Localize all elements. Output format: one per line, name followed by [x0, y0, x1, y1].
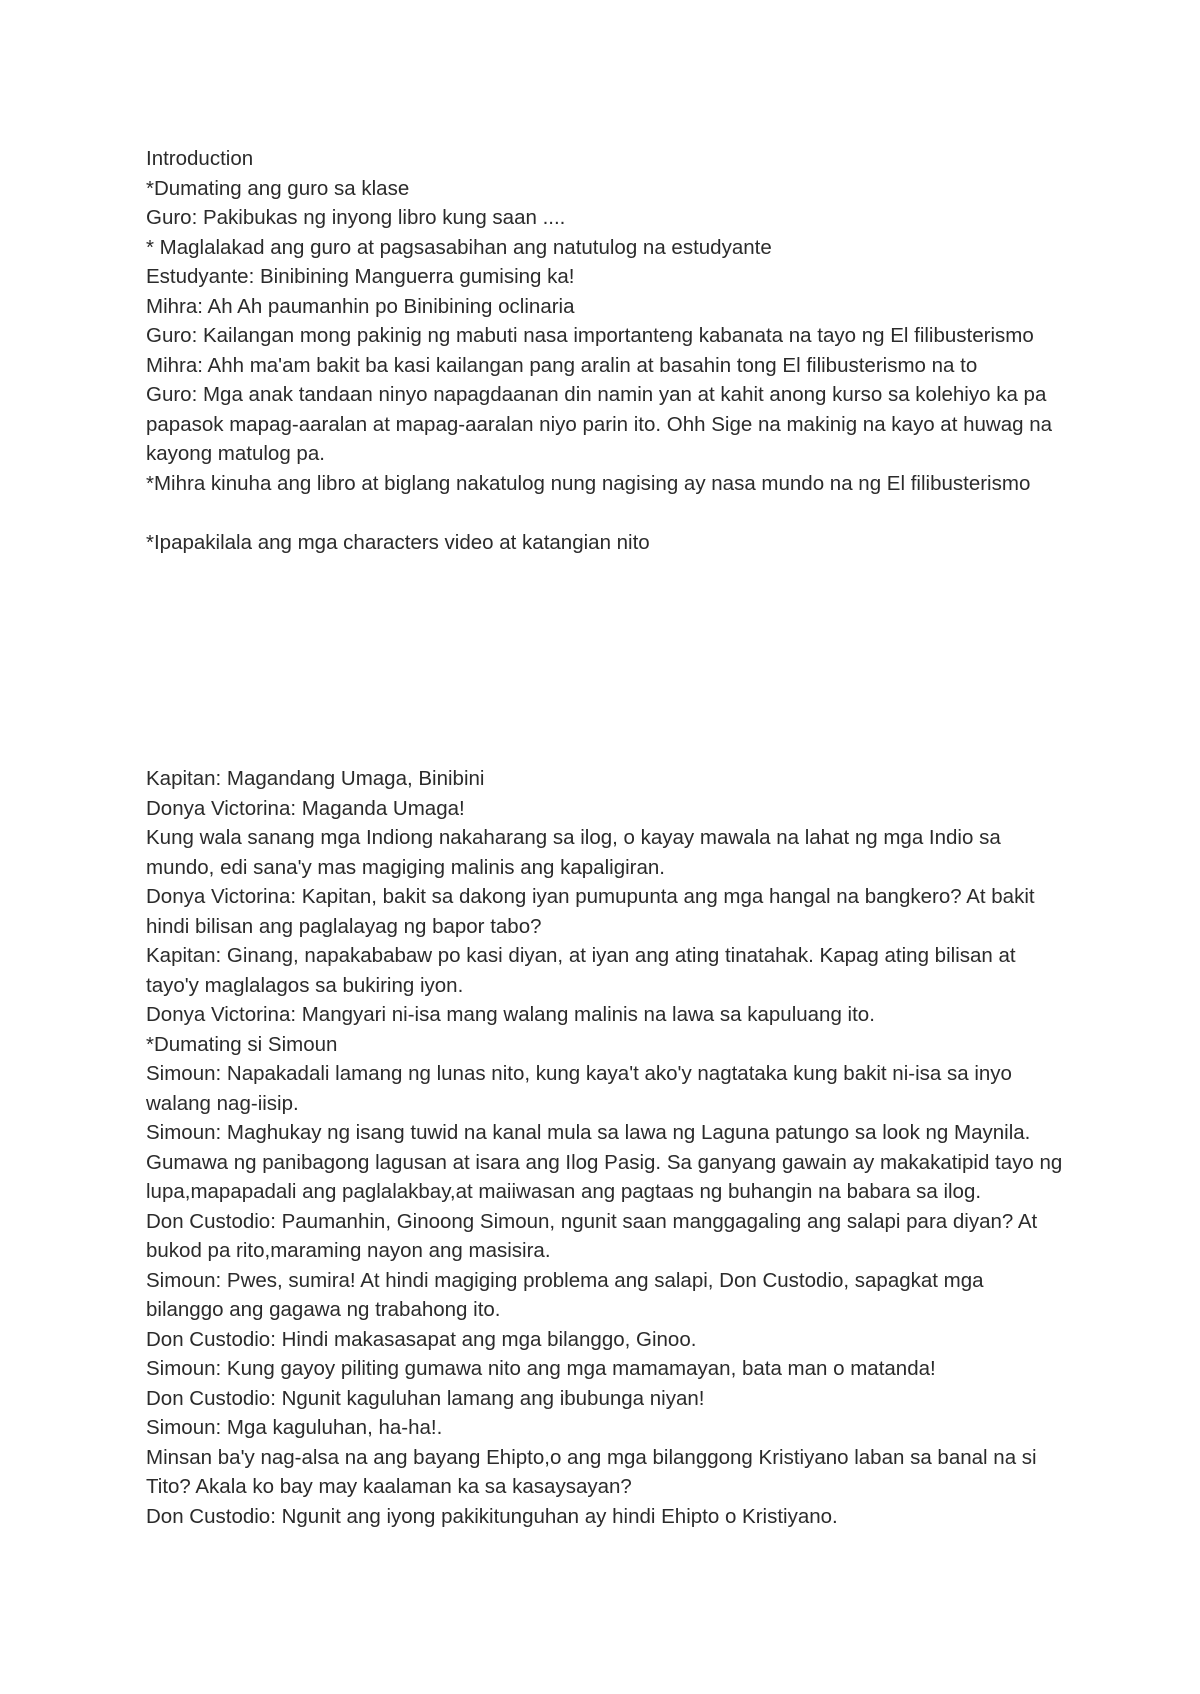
script-section-introduction: [146, 144, 1066, 557]
text-line: Don Custodio: Paumanhin, Ginoong Simoun, ngunit saan manggagaling ang salapi para diyan? At bukod pa rito,maraming nayon ang masisira.: [146, 1209, 1038, 1262]
text-line: Simoun: Kung gayoy piliting gumawa nito ang mga mamamayan, bata man o matanda!: [146, 1357, 936, 1380]
text-line: Donya Victorina: Maganda Umaga!: [146, 796, 465, 820]
text-line: Don Custodio: Ngunit ang iyong pakikitunguhan ay hindi Ehipto o Kristiyano.: [146, 1504, 838, 1528]
text-line: Estudyante: Binibining Manguerra gumising ka!: [146, 265, 575, 288]
text-line: Kapitan: Ginang, napakababaw po kasi diyan, at iyan ang ating tinatahak. Kapag ating bilisan at tayo'y maglalagos sa bukiring iyon.: [146, 944, 1016, 997]
text-line: Simoun: Pwes, sumira! At hindi magiging problema ang salapi, Don Custodio, sapagkat mga bilanggo ang gagawa ng trabahong ito.: [146, 1268, 984, 1321]
text-line: * Maglalakad ang guro at pagsasabihan ang natutulog na estudyante: [146, 235, 772, 259]
script-section-dialogue: [146, 764, 1066, 1531]
text-line: Don Custodio: Ngunit kaguluhan lamang ang ibubunga niyan!: [146, 1386, 705, 1410]
text-line: Guro: Kailangan mong pakinig ng mabuti nasa importanteng kabanata na tayo ng El filibusterismo: [146, 324, 1034, 347]
text-line: Guro: Mga anak tandaan ninyo napagdaanan din namin yan at kahit anong kurso sa kolehiyo ka pa papasok mapag-aaralan at mapag-aaralan niyo parin ito. Ohh Sige na makinig na kayo at huwag na kayong matulog pa.: [146, 383, 1052, 465]
text-line: Guro: Pakibukas ng inyong libro kung saan ....: [146, 206, 566, 229]
text-line: *Dumating ang guro sa klase: [146, 176, 410, 200]
text-line: Donya Victorina: Kapitan, bakit sa dakong iyan pumupunta ang mga hangal na bangkero? At bakit hindi bilisan ang paglalayag ng bapor tabo?: [146, 885, 1035, 938]
text-line: *Dumating si Simoun: [146, 1032, 338, 1056]
text-line: Minsan ba'y nag-alsa na ang bayang Ehipto,o ang mga bilanggong Kristiyano laban sa banal na si Tito? Akala ko bay may kaalaman ka sa kasaysayan?: [146, 1445, 1037, 1498]
text-line: *Mihra kinuha ang libro at biglang nakatulog nung nagising ay nasa mundo na ng El filibusterismo: [146, 471, 1031, 495]
stage-direction: *Ipapakilala ang mga characters video at katangian nito: [146, 530, 650, 554]
text-line: Kapitan: Magandang Umaga, Binibini: [146, 767, 485, 790]
text-line: Mihra: Ah Ah paumanhin po Binibining oclinaria: [146, 294, 575, 318]
text-line: Don Custodio: Hindi makasasapat ang mga bilanggo, Ginoo.: [146, 1327, 697, 1351]
blank-line: [146, 498, 1066, 528]
text-line: Introduction: [146, 147, 254, 170]
text-line: Simoun: Mga kaguluhan, ha-ha!.: [146, 1416, 443, 1439]
text-line: Mihra: Ahh ma'am bakit ba kasi kailangan pang aralin at basahin tong El filibusterismo na to: [146, 353, 978, 377]
text-line: Kung wala sanang mga Indiong nakaharang sa ilog, o kayay mawala na lahat ng mga Indio sa mundo, edi sana'y mas magiging malinis ang kapaligiran.: [146, 826, 1001, 879]
text-line: Simoun: Napakadali lamang ng lunas nito, kung kaya't ako'y nagtataka kung bakit ni-isa sa inyo walang nag-iisip.: [146, 1062, 1012, 1115]
text-line: Donya Victorina: Mangyari ni-isa mang walang malinis na lawa sa kapuluang ito.: [146, 1003, 875, 1026]
text-line: Simoun: Maghukay ng isang tuwid na kanal mula sa lawa ng Laguna patungo sa look ng Maynila. Gumawa ng panibagong lagusan at isara ang Ilog Pasig. Sa ganyang gawain ay makakatipid tayo ng lupa,mapapadali ang paglalakbay,at maiiwasan ang pagtaas ng buhangin na babara sa ilog.: [146, 1121, 1063, 1203]
